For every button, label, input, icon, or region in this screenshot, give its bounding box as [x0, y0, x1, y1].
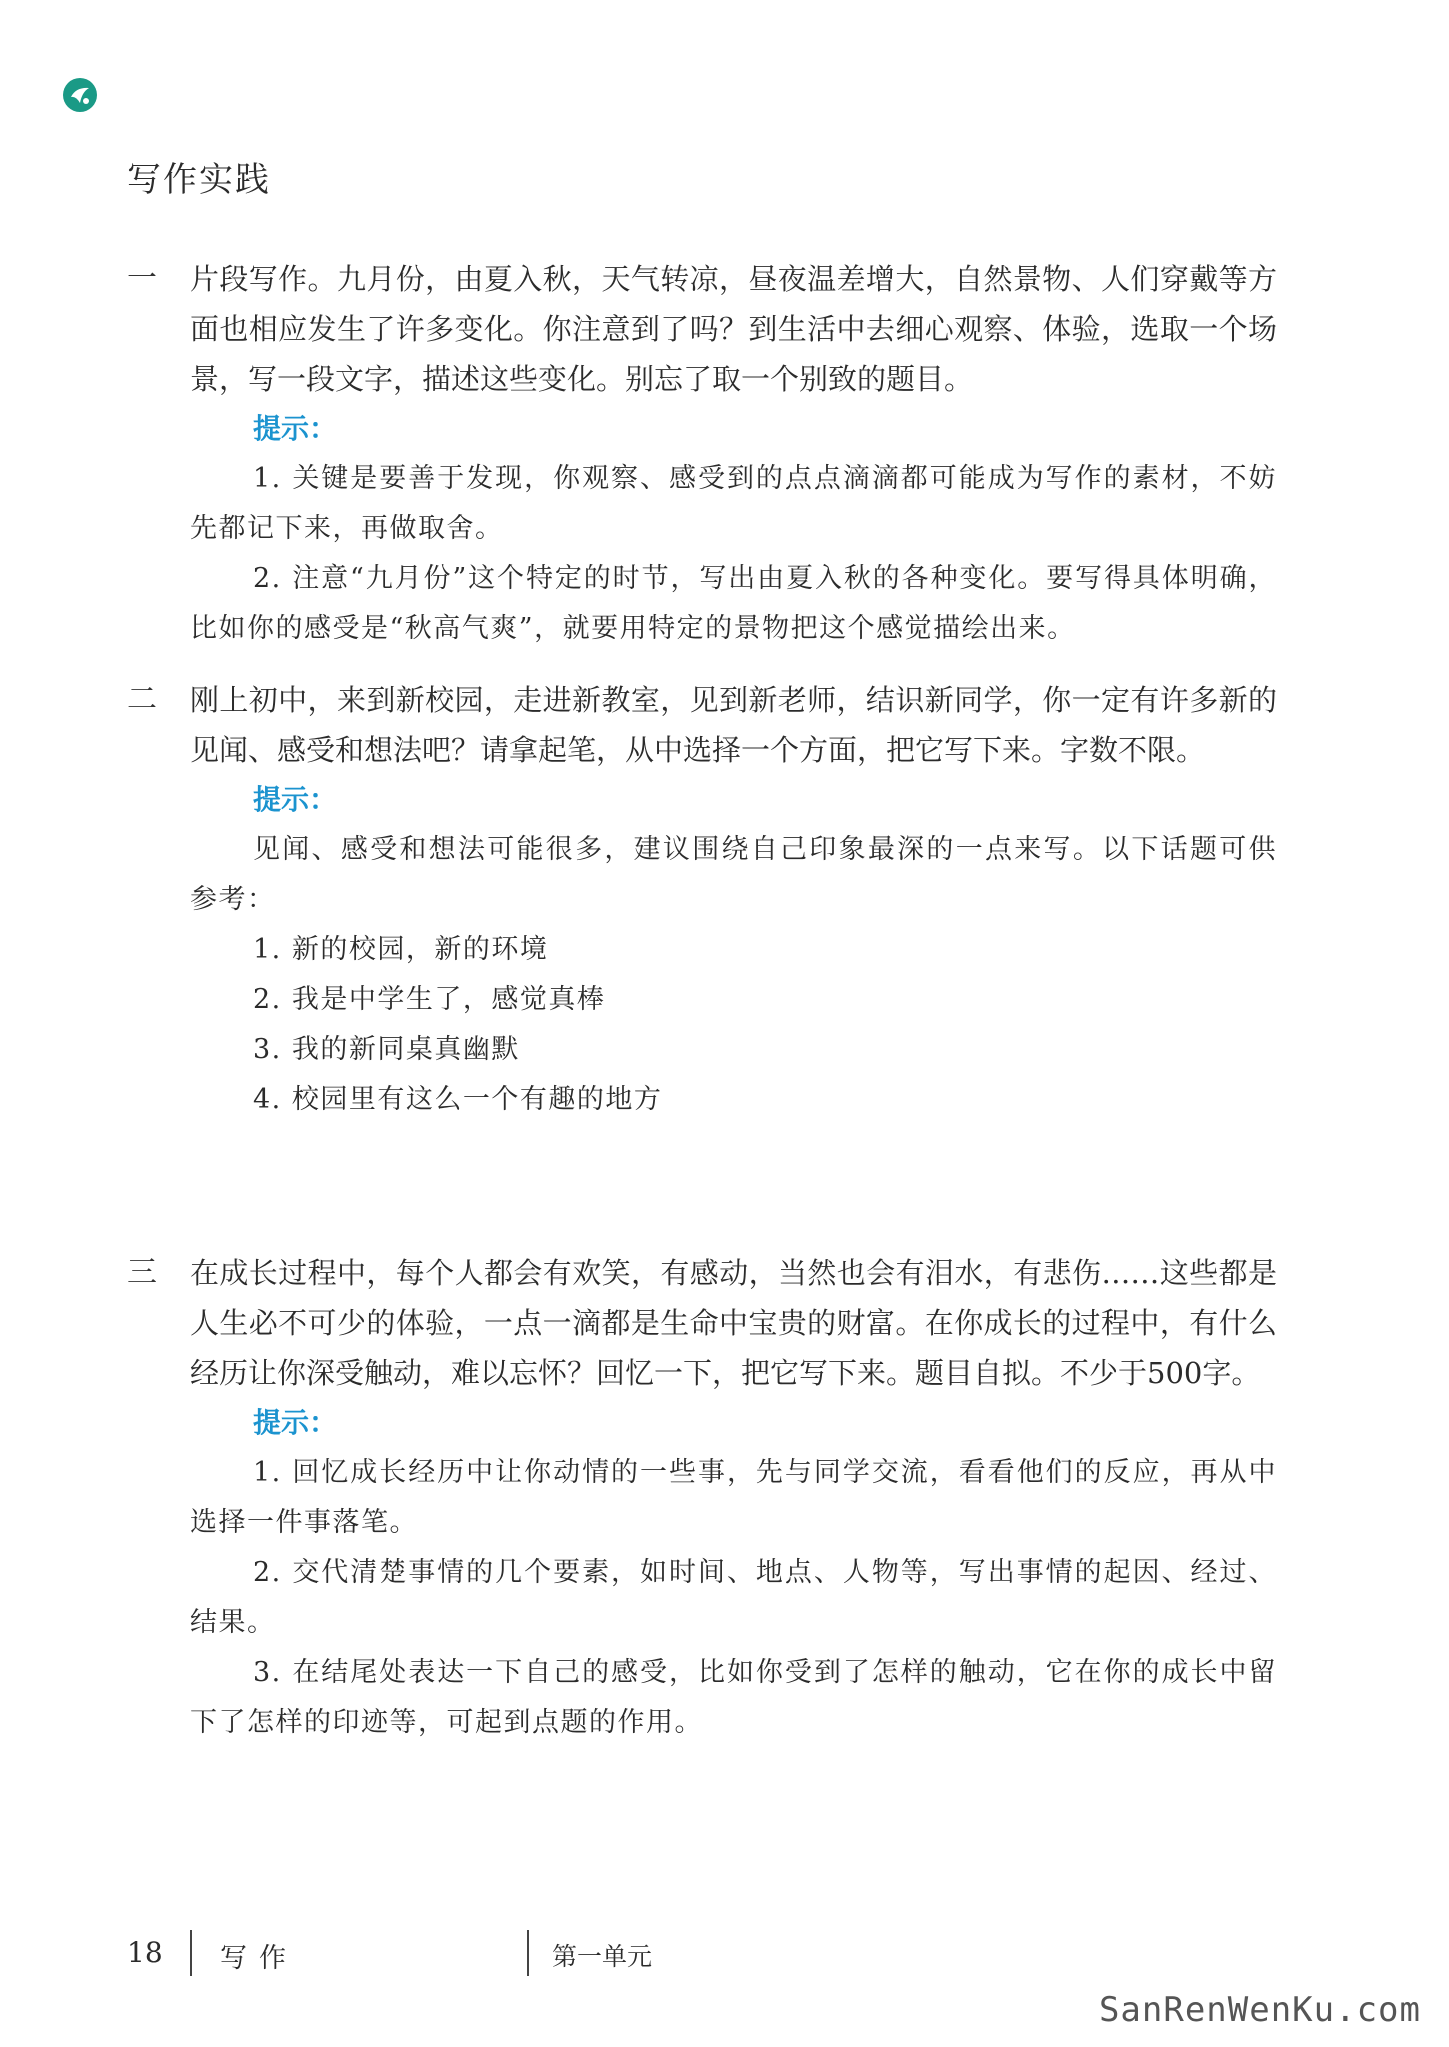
section-prompt: 片段写作。九月份，由夏入秋，天气转凉，昼夜温差增大，自然景物、人们穿戴等方面也相应发生了许多变化。你注意到了吗？到生活中去细心观察、体验，选取一个场景，写一段文字，描述这些变化。别忘了取一个别致的题目。	[190, 262, 1277, 396]
exercise-section-2	[127, 675, 1277, 1125]
tip-item: 2. 注意“九月份”这个特定的时节，写出由夏入秋的各种变化。要写得具体明确，比如你的感受是“秋高气爽”，就要用特定的景物把这个感觉描绘出来。	[190, 563, 1277, 644]
tip-item: 3. 在结尾处表达一下自己的感受，比如你受到了怎样的触动，它在你的成长中留下了怎样的印迹等，可起到点题的作用。	[190, 1657, 1277, 1738]
tip-label: 提示：	[253, 783, 338, 816]
tip-item: 1. 关键是要善于发现，你观察、感受到的点点滴滴都可能成为写作的素材，不妨先都记下来，再做取舍。	[190, 463, 1277, 544]
footer-section-name: 写作	[220, 1943, 298, 1974]
tip-item: 2. 交代清楚事情的几个要素，如时间、地点、人物等，写出事情的起因、经过、结果。	[190, 1557, 1277, 1638]
page-title: 写作实践	[127, 160, 271, 200]
footer-divider	[527, 1930, 529, 1976]
section-prompt: 在成长过程中，每个人都会有欢笑，有感动，当然也会有泪水，有悲伤……这些都是人生必不可少的体验，一点一滴都是生命中宝贵的财富。在你成长的过程中，有什么经历让你深受触动，难以忘怀？回忆一下，把它写下来。题目自拟。不少于500字。	[190, 1256, 1277, 1390]
topic-item: 1. 新的校园，新的环境	[253, 934, 549, 965]
topic-item: 4. 校园里有这么一个有趣的地方	[253, 1084, 663, 1115]
exercise-section-1	[127, 254, 1277, 654]
tip-label: 提示：	[253, 1406, 338, 1439]
section-number: 三	[127, 1255, 157, 1290]
page-number: 18	[127, 1936, 163, 1969]
section-prompt: 刚上初中，来到新校园，走进新教室，见到新老师，结识新同学，你一定有许多新的见闻、感受和想法吧？请拿起笔，从中选择一个方面，把它写下来。字数不限。	[190, 683, 1277, 767]
footer-divider	[190, 1930, 192, 1976]
watermark: SanRenWenKu.com	[1098, 1990, 1421, 2030]
tip-label: 提示：	[253, 412, 338, 445]
section-number: 二	[127, 682, 157, 717]
footer-unit-name: 第一单元	[552, 1942, 653, 1971]
section-number: 一	[127, 261, 157, 296]
tip-intro: 见闻、感受和想法可能很多，建议围绕自己印象最深的一点来写。以下话题可供参考：	[190, 834, 1277, 915]
exercise-section-3	[127, 1248, 1277, 1748]
topic-item: 2. 我是中学生了，感觉真棒	[253, 984, 606, 1015]
publisher-logo-icon	[62, 77, 98, 113]
tip-item: 1. 回忆成长经历中让你动情的一些事，先与同学交流，看看他们的反应，再从中选择一件事落笔。	[190, 1457, 1277, 1538]
topic-item: 3. 我的新同桌真幽默	[253, 1034, 520, 1065]
